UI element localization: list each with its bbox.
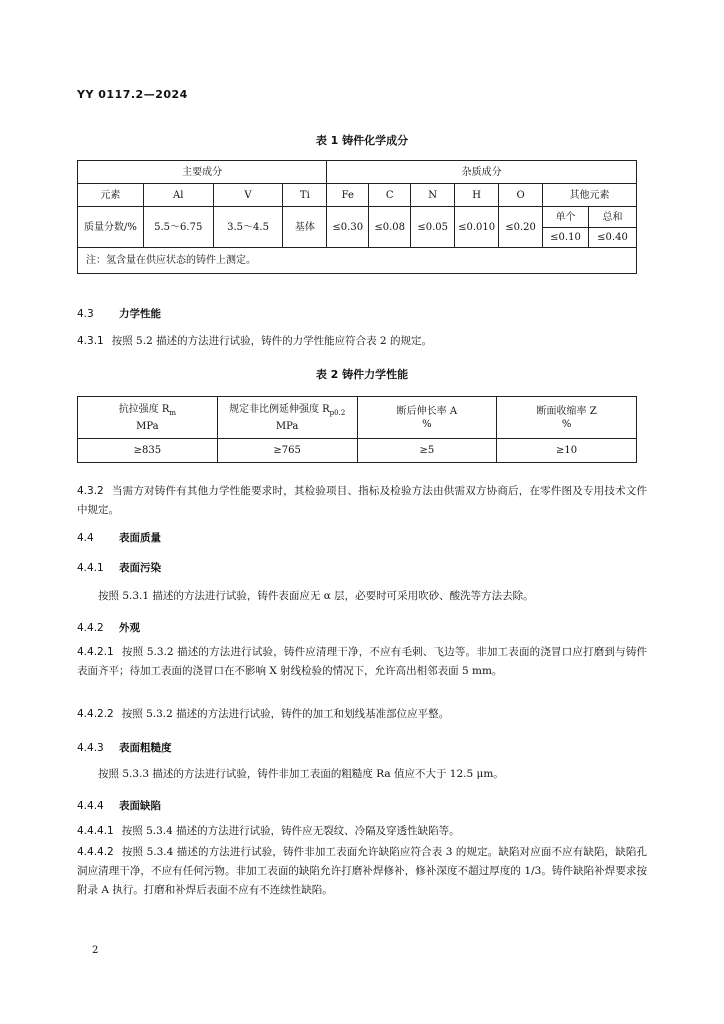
al-value: 5.5～6.75 <box>143 207 213 248</box>
other-elements-header: 其他元素 <box>543 184 637 207</box>
section-4-4-3-heading <box>77 740 172 755</box>
clause-4-4-1-text: 按照 5.3.1 描述的方法进行试验，铸件表面应无 α 层，必要时可采用吹砂、酸洗等方法去除。 <box>98 590 534 602</box>
table2-caption: 表 2 铸件力学性能 <box>315 368 409 381</box>
area-reduction-header <box>497 397 637 439</box>
clause-text: 当需方对铸件有其他力学性能要求时，其检验项目、指标及检验方法由供需双方协商后，在零件图及专用技术文件中规定。 <box>77 485 647 516</box>
clause-text: 按照 5.3.4 描述的方法进行试验，铸件非加工表面允许缺陷应符合表 3 的规定。缺陷对应面不应有缺陷，缺陷孔洞应清理干净，不应有任何污物。非加工表面的缺陷允许打磨补焊修补，修补深度不超过厚度的 1/3。铸件缺陷补焊要求按附录 A 执行。打磨和补焊后表面不应有不连续性缺陷。 <box>77 846 647 896</box>
total-label: 总和 <box>588 207 636 228</box>
section-title: 力学性能 <box>119 308 161 320</box>
section-number: 4.4.1 <box>77 562 104 574</box>
elongation-header <box>357 397 497 439</box>
clause-number: 4.4.4.1 <box>77 825 114 837</box>
clause-text: 按照 5.2 描述的方法进行试验，铸件的力学性能应符合表 2 的规定。 <box>111 335 432 347</box>
section-4-4-heading <box>77 530 161 545</box>
section-number: 4.4.4 <box>77 800 104 812</box>
section-title: 表面粗糙度 <box>119 742 172 754</box>
element-c: C <box>369 184 411 207</box>
area-reduction-name: 断面收缩率 Z <box>536 405 597 417</box>
element-v: V <box>213 184 283 207</box>
section-number: 4.4 <box>77 532 94 544</box>
mass-fraction-label: 质量分数/% <box>78 207 144 248</box>
clause-4-4-2-1 <box>77 643 647 681</box>
page-number: 2 <box>92 945 99 956</box>
section-title: 表面缺陷 <box>119 800 161 812</box>
element-al: Al <box>143 184 213 207</box>
table1-caption: 表 1 铸件化学成分 <box>315 134 409 147</box>
tensile-strength-unit: MPa <box>136 420 159 432</box>
section-title: 外观 <box>119 622 140 634</box>
clause-4-4-3-text: 按照 5.3.3 描述的方法进行试验，铸件非加工表面的粗糙度 Ra 值应不大于 12.5 μm。 <box>98 768 504 780</box>
yield-strength-unit: MPa <box>275 420 299 432</box>
yield-strength-sub: p0.2 <box>329 408 346 417</box>
section-4-4-2-heading <box>77 620 140 635</box>
clause-4-4-4-2 <box>77 843 647 900</box>
o-value: ≤0.20 <box>499 207 543 248</box>
section-title: 表面污染 <box>119 562 161 574</box>
section-4-3-heading <box>77 306 161 321</box>
element-h: H <box>455 184 499 207</box>
area-reduction-value: ≥10 <box>497 439 637 463</box>
area-reduction-unit: % <box>561 418 572 430</box>
section-number: 4.4.3 <box>77 742 104 754</box>
section-number: 4.3 <box>77 308 94 320</box>
standard-number: YY 0117.2—2024 <box>77 88 188 101</box>
clause-number: 4.3.1 <box>77 335 104 347</box>
elongation-unit: % <box>422 418 432 430</box>
yield-strength-header <box>217 397 357 439</box>
table2-mechanical-properties <box>77 396 637 463</box>
clause-4-4-2-2 <box>77 705 647 724</box>
elongation-value: ≥5 <box>357 439 497 463</box>
other-total-value: ≤0.40 <box>588 228 636 248</box>
tensile-strength-header <box>78 397 218 439</box>
table1-chemical-composition <box>77 160 637 274</box>
section-4-4-1-heading <box>77 560 161 575</box>
table1-note: 注：氢含量在供应状态的铸件上测定。 <box>78 248 637 274</box>
element-fe: Fe <box>327 184 369 207</box>
other-single-value: ≤0.10 <box>543 228 589 248</box>
yield-strength-value: ≥765 <box>217 439 357 463</box>
elongation-name: 断后伸长率 A <box>396 405 458 417</box>
clause-number: 4.4.2.1 <box>77 646 114 658</box>
element-n: N <box>411 184 455 207</box>
c-value: ≤0.08 <box>369 207 411 248</box>
impurity-components-header: 杂质成分 <box>327 161 637 184</box>
clause-4-3-1 <box>77 332 647 351</box>
section-4-4-4-heading <box>77 798 161 813</box>
main-components-header: 主要成分 <box>78 161 327 184</box>
clause-number: 4.4.2.2 <box>77 708 114 720</box>
tensile-strength-sub: m <box>169 408 177 417</box>
clause-text: 按照 5.3.2 描述的方法进行试验，铸件的加工和划线基准部位应平整。 <box>121 708 450 720</box>
clause-number: 4.3.2 <box>77 485 104 497</box>
element-label: 元素 <box>78 184 144 207</box>
v-value: 3.5～4.5 <box>213 207 283 248</box>
tensile-strength-name: 抗拉强度 R <box>118 403 170 415</box>
ti-value: 基体 <box>283 207 327 248</box>
clause-4-3-2 <box>77 482 647 520</box>
tensile-strength-value: ≥835 <box>78 439 218 463</box>
yield-strength-name: 规定非比例延伸强度 R <box>228 403 330 415</box>
section-number: 4.4.2 <box>77 622 104 634</box>
element-ti: Ti <box>283 184 327 207</box>
clause-text: 按照 5.3.2 描述的方法进行试验，铸件应清理干净，不应有毛刺、飞边等。非加工表面的浇冒口应打磨到与铸件表面齐平；待加工表面的浇冒口在不影响 X 射线检验的情况下，允许高出相邻表面 5 mm。 <box>77 646 647 677</box>
n-value: ≤0.05 <box>411 207 455 248</box>
element-o: O <box>499 184 543 207</box>
clause-text: 按照 5.3.4 描述的方法进行试验，铸件应无裂纹、冷隔及穿透性缺陷等。 <box>121 825 460 837</box>
h-value: ≤0.010 <box>455 207 499 248</box>
clause-4-4-4-1 <box>77 822 647 841</box>
section-title: 表面质量 <box>119 532 161 544</box>
single-label: 单个 <box>543 207 589 228</box>
clause-number: 4.4.4.2 <box>77 846 114 858</box>
fe-value: ≤0.30 <box>327 207 369 248</box>
